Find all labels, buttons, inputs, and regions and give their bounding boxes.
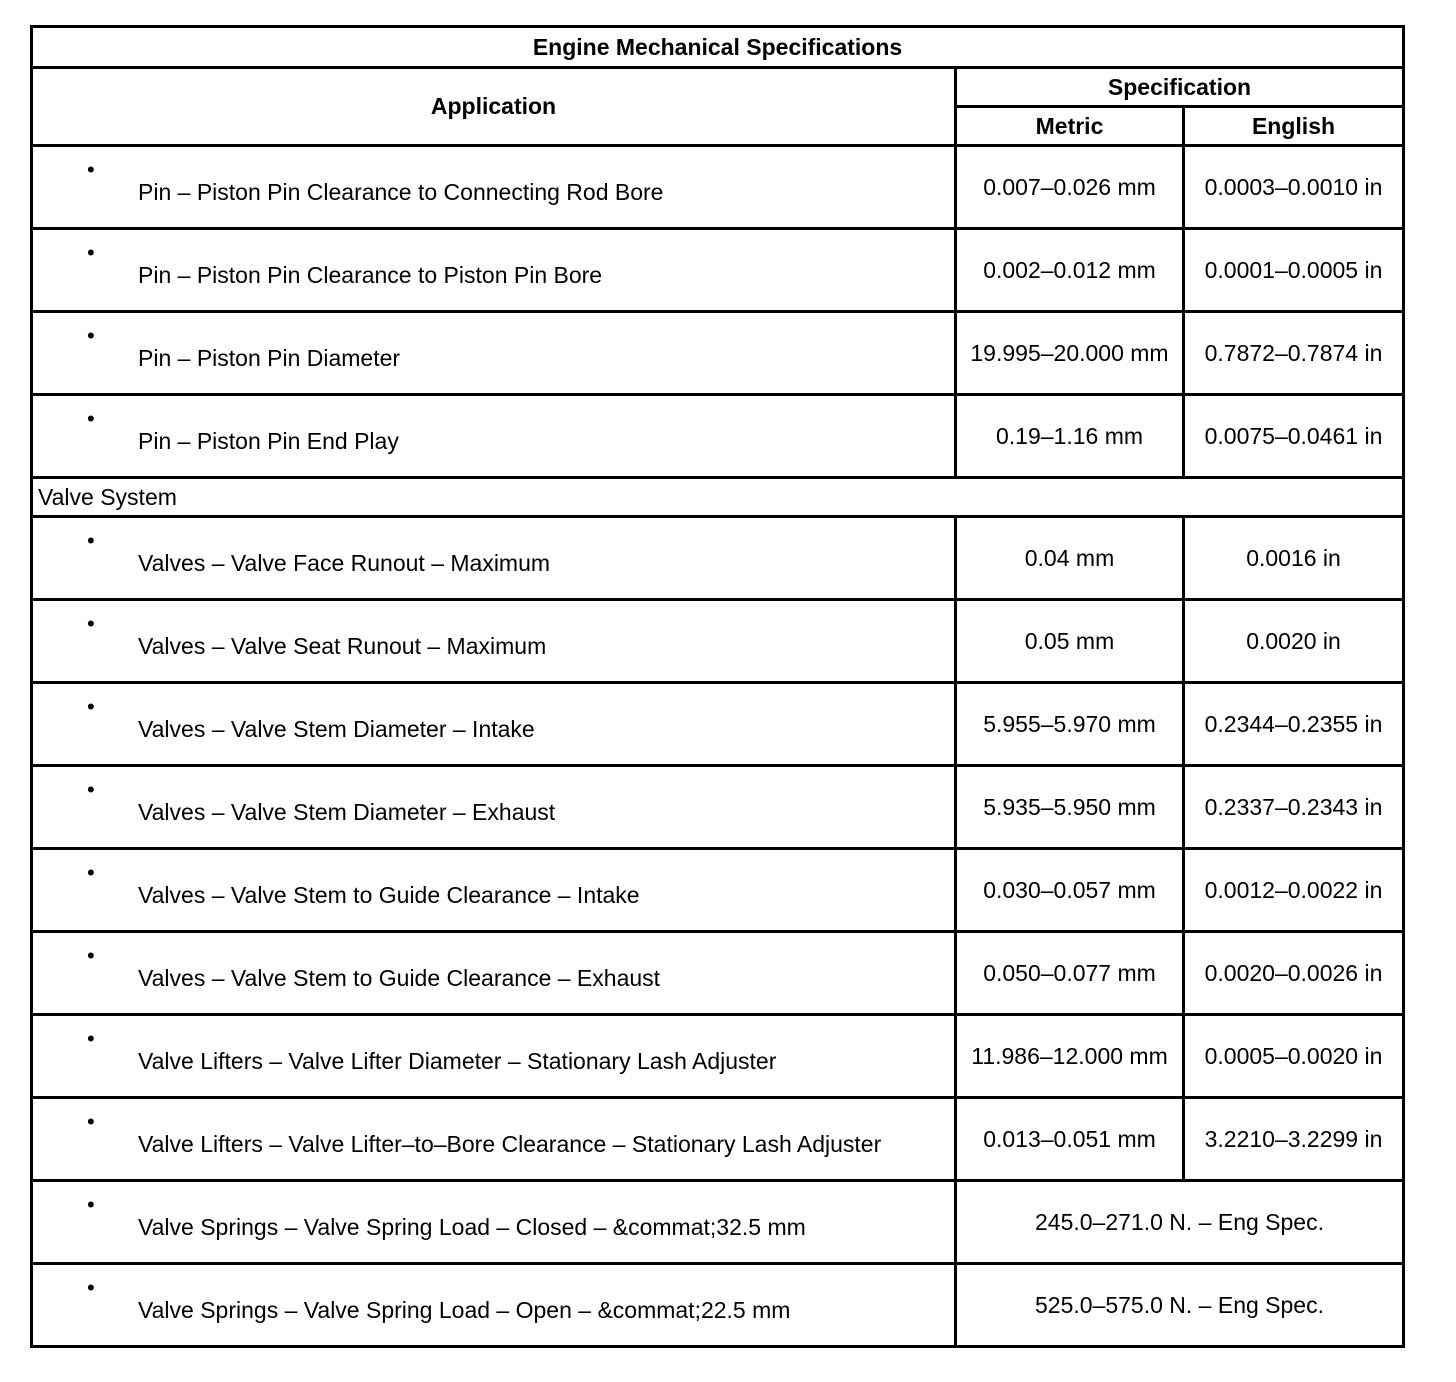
metric-value: 19.995–20.000 mm bbox=[956, 312, 1184, 395]
application-cell bbox=[32, 683, 956, 766]
header-specification: Specification bbox=[956, 68, 1404, 107]
application-cell bbox=[32, 1181, 956, 1264]
application-cell bbox=[32, 1264, 956, 1347]
application-text: Valves – Valve Stem Diameter – Intake bbox=[138, 715, 535, 742]
section-header-valve-system: Valve System bbox=[32, 478, 1404, 517]
header-application: Application bbox=[32, 68, 956, 146]
spec-value: 245.0–271.0 N. – Eng Spec. bbox=[956, 1181, 1404, 1264]
table-row bbox=[32, 229, 1404, 312]
bullet-icon: • bbox=[87, 1026, 95, 1051]
table-row bbox=[32, 1264, 1404, 1347]
table-row bbox=[32, 600, 1404, 683]
english-value: 0.0003–0.0010 in bbox=[1184, 146, 1404, 229]
application-text: Valve Lifters – Valve Lifter Diameter – Stationary Lash Adjuster bbox=[138, 1047, 777, 1074]
table-row bbox=[32, 312, 1404, 395]
header-english: English bbox=[1184, 107, 1404, 146]
application-cell bbox=[32, 146, 956, 229]
bullet-icon: • bbox=[87, 240, 95, 265]
table-row bbox=[32, 932, 1404, 1015]
application-cell bbox=[32, 229, 956, 312]
english-value: 0.0020 in bbox=[1184, 600, 1404, 683]
english-value: 0.0020–0.0026 in bbox=[1184, 932, 1404, 1015]
engine-spec-table bbox=[30, 25, 1405, 1348]
english-value: 3.2210–3.2299 in bbox=[1184, 1098, 1404, 1181]
bullet-icon: • bbox=[87, 406, 95, 431]
application-text: Pin – Piston Pin Clearance to Piston Pin Bore bbox=[138, 261, 603, 288]
bullet-icon: • bbox=[87, 1275, 95, 1300]
metric-value: 0.007–0.026 mm bbox=[956, 146, 1184, 229]
application-text: Valves – Valve Stem to Guide Clearance – Exhaust bbox=[138, 964, 661, 991]
bullet-icon: • bbox=[87, 1109, 95, 1134]
table-row bbox=[32, 517, 1404, 600]
application-text: Pin – Piston Pin Clearance to Connecting Rod Bore bbox=[138, 178, 664, 205]
metric-value: 0.030–0.057 mm bbox=[956, 849, 1184, 932]
english-value: 0.0016 in bbox=[1184, 517, 1404, 600]
application-text: Valves – Valve Stem to Guide Clearance – Intake bbox=[138, 881, 640, 908]
metric-value: 0.050–0.077 mm bbox=[956, 932, 1184, 1015]
table-row bbox=[32, 766, 1404, 849]
metric-value: 0.19–1.16 mm bbox=[956, 395, 1184, 478]
application-cell bbox=[32, 1015, 956, 1098]
english-value: 0.0001–0.0005 in bbox=[1184, 229, 1404, 312]
spec-value: 525.0–575.0 N. – Eng Spec. bbox=[956, 1264, 1404, 1347]
metric-value: 5.955–5.970 mm bbox=[956, 683, 1184, 766]
metric-value: 0.002–0.012 mm bbox=[956, 229, 1184, 312]
header-metric: Metric bbox=[956, 107, 1184, 146]
english-value: 0.0005–0.0020 in bbox=[1184, 1015, 1404, 1098]
metric-value: 5.935–5.950 mm bbox=[956, 766, 1184, 849]
application-cell bbox=[32, 766, 956, 849]
bullet-icon: • bbox=[87, 157, 95, 182]
table-row bbox=[32, 1181, 1404, 1264]
english-value: 0.0075–0.0461 in bbox=[1184, 395, 1404, 478]
application-cell bbox=[32, 1098, 956, 1181]
application-cell bbox=[32, 849, 956, 932]
bullet-icon: • bbox=[87, 611, 95, 636]
table-row bbox=[32, 1098, 1404, 1181]
application-text: Valve Lifters – Valve Lifter–to–Bore Clearance – Stationary Lash Adjuster bbox=[138, 1130, 882, 1157]
application-text: Valve Springs – Valve Spring Load – Open – &commat;22.5 mm bbox=[138, 1296, 791, 1323]
metric-value: 0.05 mm bbox=[956, 600, 1184, 683]
application-text: Valves – Valve Seat Runout – Maximum bbox=[138, 632, 547, 659]
table-row bbox=[32, 683, 1404, 766]
english-value: 0.7872–0.7874 in bbox=[1184, 312, 1404, 395]
application-cell bbox=[32, 395, 956, 478]
metric-value: 11.986–12.000 mm bbox=[956, 1015, 1184, 1098]
metric-value: 0.04 mm bbox=[956, 517, 1184, 600]
bullet-icon: • bbox=[87, 528, 95, 553]
table-row bbox=[32, 395, 1404, 478]
bullet-icon: • bbox=[87, 777, 95, 802]
english-value: 0.0012–0.0022 in bbox=[1184, 849, 1404, 932]
table-row bbox=[32, 1015, 1404, 1098]
bullet-icon: • bbox=[87, 943, 95, 968]
english-value: 0.2337–0.2343 in bbox=[1184, 766, 1404, 849]
application-text: Pin – Piston Pin Diameter bbox=[138, 344, 401, 371]
bullet-icon: • bbox=[87, 1192, 95, 1217]
bullet-icon: • bbox=[87, 323, 95, 348]
bullet-icon: • bbox=[87, 860, 95, 885]
application-cell bbox=[32, 517, 956, 600]
application-cell bbox=[32, 600, 956, 683]
table-row bbox=[32, 146, 1404, 229]
application-cell bbox=[32, 932, 956, 1015]
application-text: Valves – Valve Stem Diameter – Exhaust bbox=[138, 798, 556, 825]
application-text: Valves – Valve Face Runout – Maximum bbox=[138, 549, 551, 576]
english-value: 0.2344–0.2355 in bbox=[1184, 683, 1404, 766]
metric-value: 0.013–0.051 mm bbox=[956, 1098, 1184, 1181]
bullet-icon: • bbox=[87, 694, 95, 719]
table-title: Engine Mechanical Specifications bbox=[32, 27, 1404, 68]
application-text: Valve Springs – Valve Spring Load – Closed – &commat;32.5 mm bbox=[138, 1213, 806, 1240]
table-row bbox=[32, 849, 1404, 932]
application-cell bbox=[32, 312, 956, 395]
application-text: Pin – Piston Pin End Play bbox=[138, 427, 399, 454]
